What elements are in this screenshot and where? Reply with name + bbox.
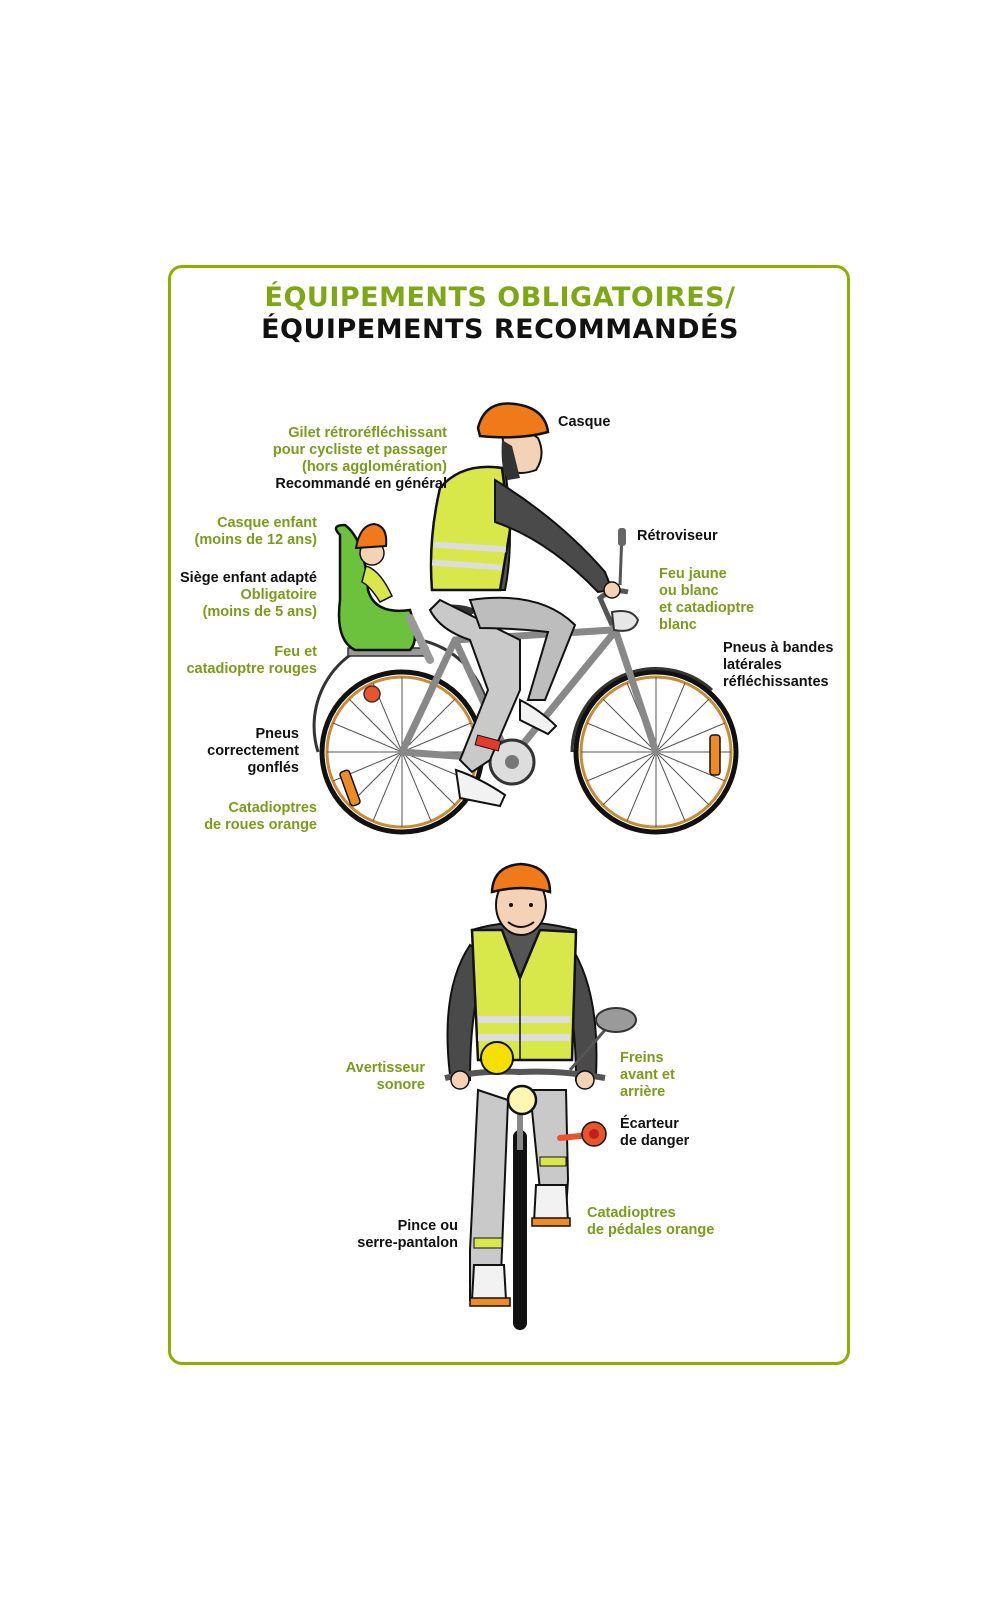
label-cata-pedales-line-1: Catadioptres (587, 1205, 676, 1221)
left-pedal-reflector-icon (470, 1298, 510, 1306)
label-retroviseur-text: Rétroviseur (637, 528, 718, 544)
label-feu-avant-line-1: Feu jaune (659, 566, 727, 582)
trouser-clip-front-icon (474, 1238, 502, 1248)
label-siege-line-2: Obligatoire (240, 587, 317, 603)
label-feu-avant-line-4: blanc (659, 617, 697, 633)
label-casque-enfant-line-1: Casque enfant (217, 515, 317, 531)
label-gilet-recommended: Recommandé en général (275, 476, 447, 492)
label-avertisseur (300, 1060, 425, 1094)
label-siege-enfant (160, 570, 317, 621)
title-mandatory: ÉQUIPEMENTS OBLIGATOIRES/ (264, 282, 736, 313)
label-pince-line-1: Pince ou (397, 1218, 458, 1234)
label-ecarteur-line-2: de danger (620, 1133, 690, 1149)
front-light-icon (508, 1086, 536, 1114)
label-pince-line-2: serre-pantalon (357, 1235, 458, 1251)
label-feu-arriere-line-2: catadioptre rouges (186, 661, 317, 677)
front-lamp-icon (612, 611, 638, 631)
label-pneus-bandes-line-2: latérales (723, 657, 782, 673)
label-feu-avant-line-2: ou blanc (659, 583, 719, 599)
label-freins-line-3: arrière (620, 1084, 666, 1100)
front-view-cyclist (445, 864, 636, 1330)
front-wheel-reflector-icon (710, 735, 720, 775)
label-gilet-line-1: Gilet rétroréfléchissant (288, 425, 447, 441)
rear-wheel-reflector-icon (339, 769, 361, 806)
rear-light-icon (364, 686, 380, 702)
label-ecarteur-line-1: Écarteur (620, 1116, 679, 1132)
label-pneus-gonfles (160, 726, 299, 777)
label-cata-pedales-line-2: de pédales orange (587, 1222, 715, 1238)
label-ecarteur (620, 1116, 689, 1150)
label-gilet (240, 425, 447, 493)
label-siege-line-1: Siège enfant adapté (180, 570, 317, 586)
label-feu-avant-line-3: et catadioptre (659, 600, 755, 616)
bell-icon (481, 1042, 513, 1074)
label-catadioptres-pedales (587, 1205, 714, 1239)
label-casque-enfant-line-2: (moins de 12 ans) (194, 532, 317, 548)
label-feu-avant (659, 566, 754, 634)
label-pneus-line-2: correctement (207, 743, 299, 759)
child-helmet-icon (356, 524, 386, 548)
label-pneus-bandes (723, 640, 833, 691)
child-seat-icon (336, 524, 430, 660)
front-helmet-icon (492, 864, 550, 892)
label-gilet-line-2: pour cycliste et passager (272, 442, 447, 458)
label-freins (620, 1050, 675, 1101)
label-pneus-bandes-line-3: réfléchissantes (723, 674, 829, 690)
label-pneus-line-1: Pneus (255, 726, 299, 742)
label-casque-enfant (160, 515, 317, 549)
label-gilet-line-3: (hors agglomération) (301, 459, 447, 475)
label-cata-roues-line-1: Catadioptres (228, 800, 317, 816)
front-mirror-icon (596, 1008, 636, 1032)
label-freins-line-1: Freins (620, 1050, 664, 1066)
label-siege-line-3: (moins de 5 ans) (202, 604, 317, 620)
label-feu-arriere (160, 644, 317, 678)
label-pince (320, 1218, 458, 1252)
label-casque (558, 414, 610, 431)
label-avertisseur-line-2: sonore (376, 1077, 425, 1093)
right-pedal-reflector-icon (532, 1218, 570, 1226)
label-freins-line-2: avant et (620, 1067, 675, 1083)
side-helmet-icon (478, 404, 548, 438)
label-pneus-line-3: gonflés (247, 760, 299, 776)
label-pneus-bandes-line-1: Pneus à bandes (723, 640, 834, 656)
label-retroviseur (637, 528, 718, 545)
label-catadioptres-roues (160, 800, 317, 834)
label-avertisseur-line-1: Avertisseur (345, 1060, 425, 1076)
label-cata-roues-line-2: de roues orange (204, 817, 317, 833)
label-feu-arriere-line-1: Feu et (274, 644, 317, 660)
title-recommended: ÉQUIPEMENTS RECOMMANDÉS (261, 314, 739, 345)
mirror-icon (618, 528, 626, 546)
label-casque-text: Casque (558, 414, 611, 430)
